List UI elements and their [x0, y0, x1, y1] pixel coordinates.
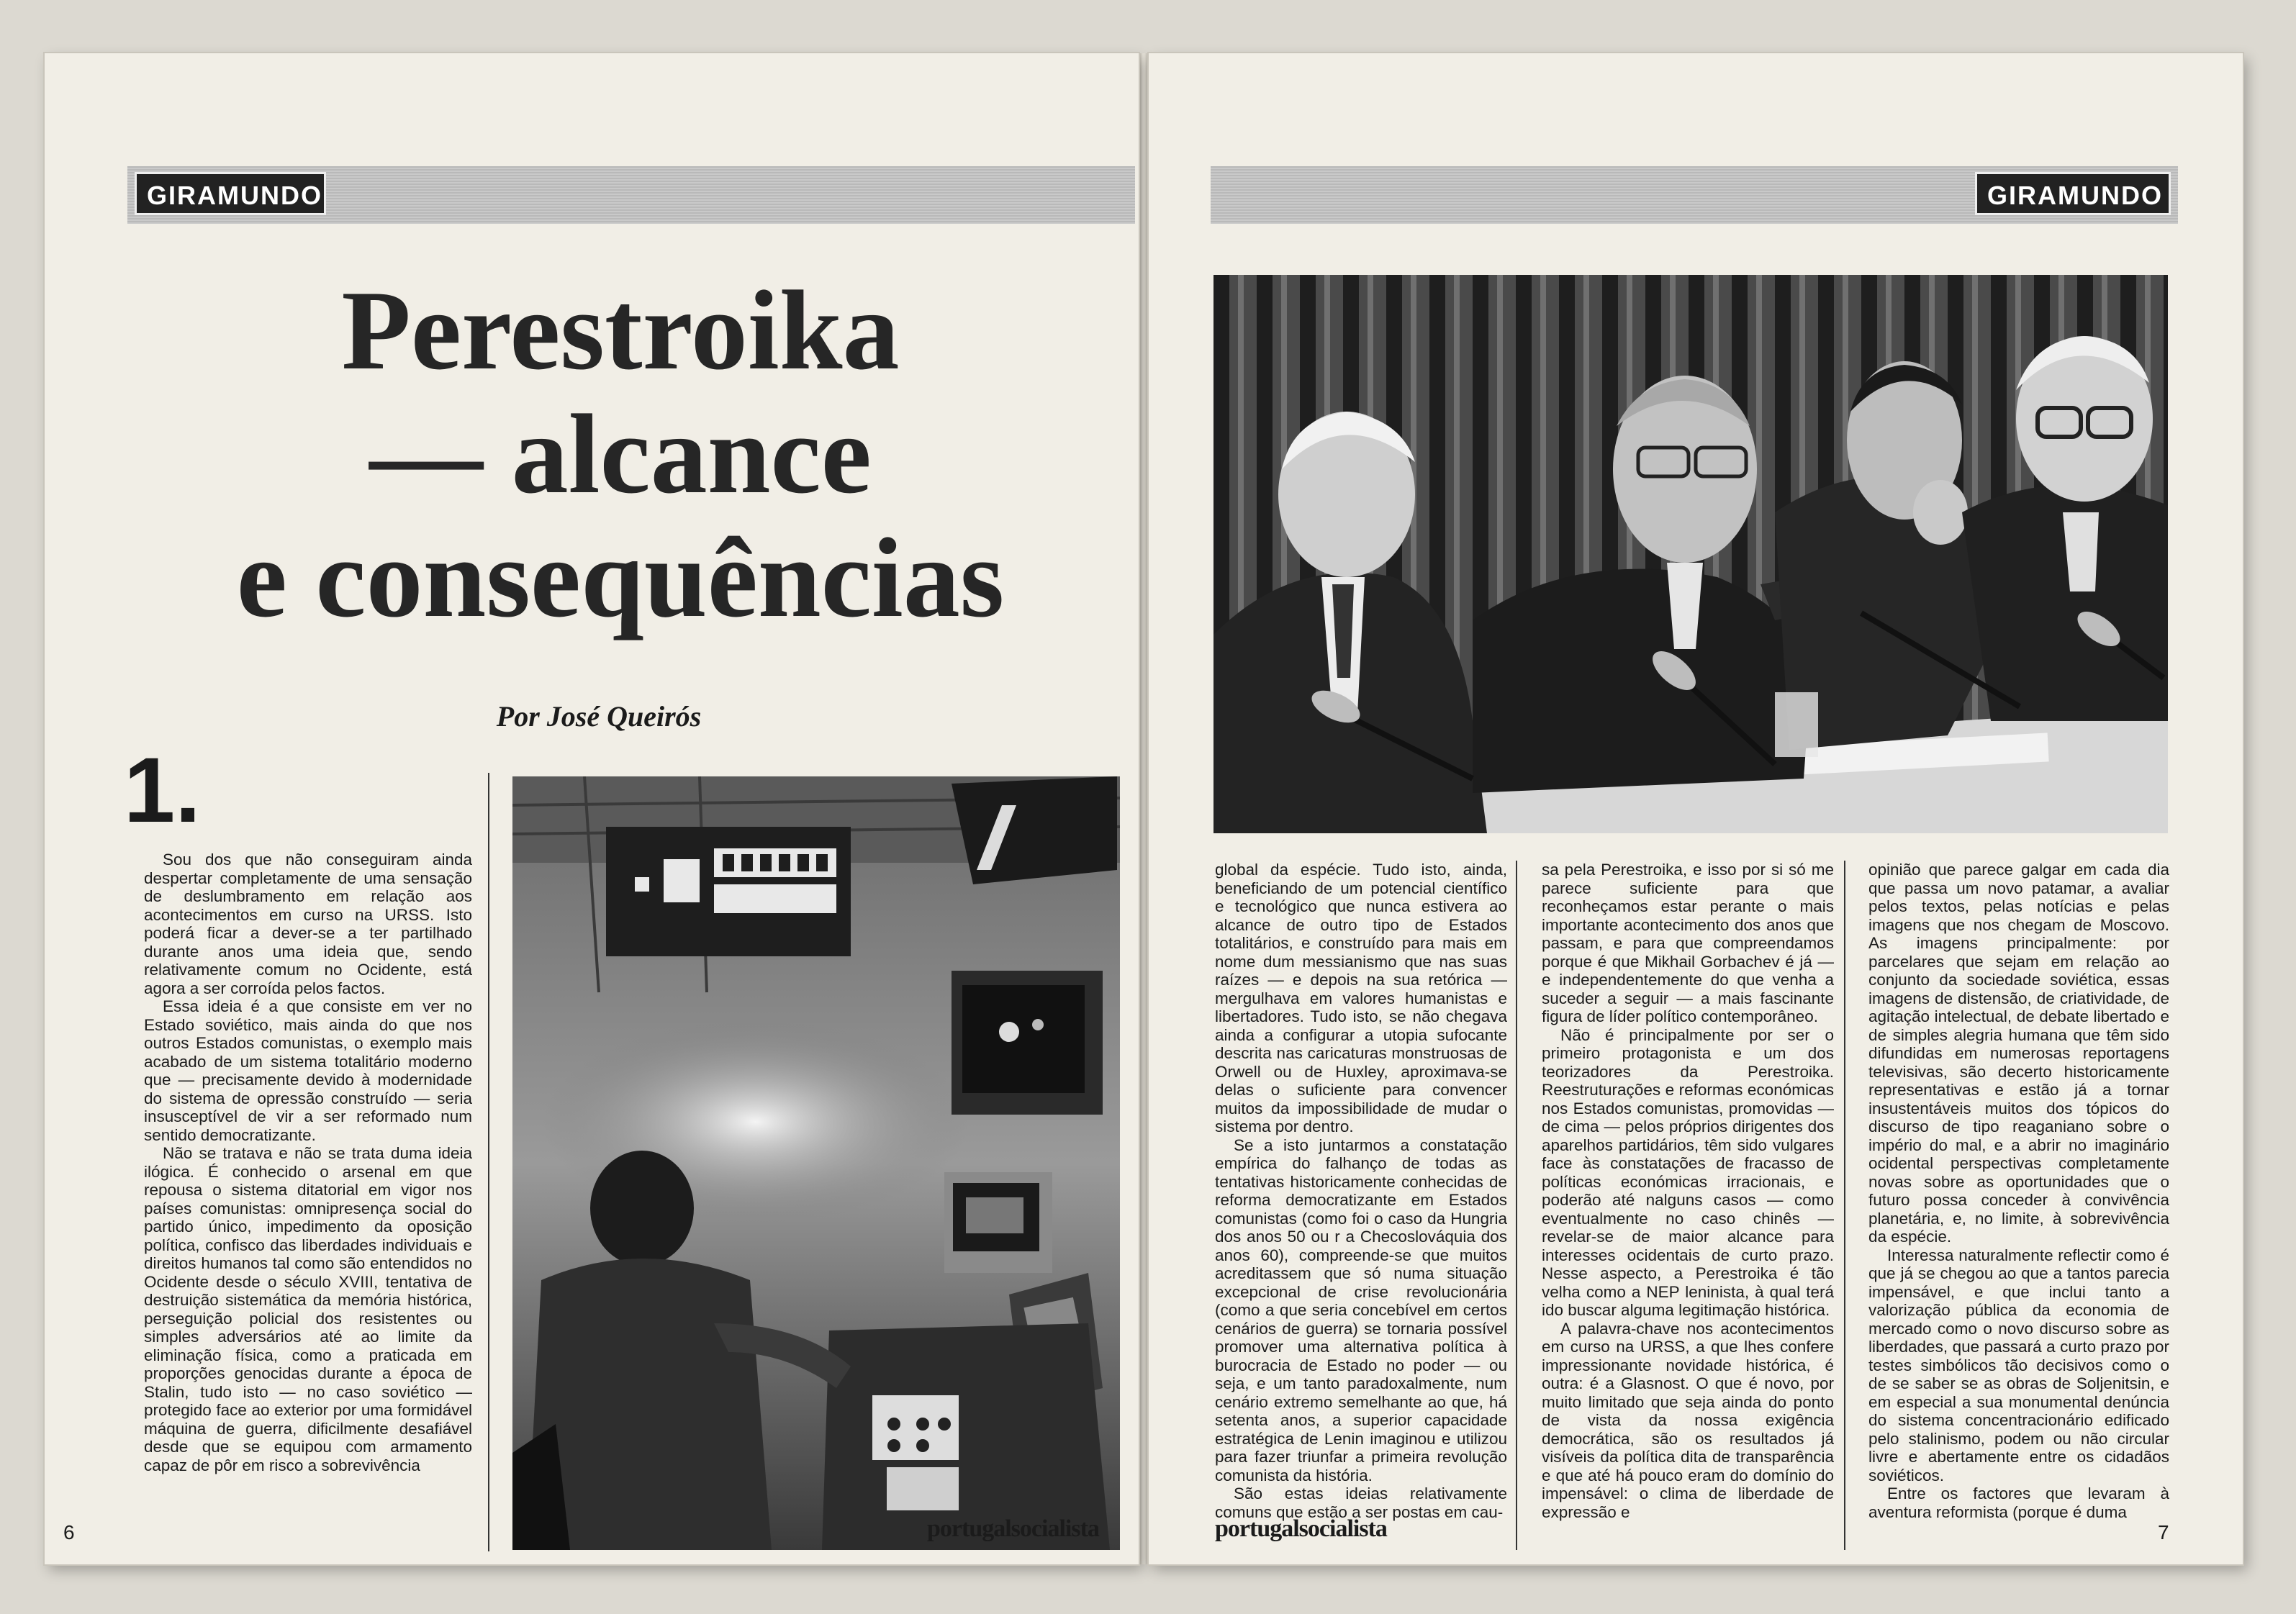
paragraph: opinião que parece galgar em cada dia que passa um novo patamar, a avaliar pelos textos, pelas notícias e pelas imagens que nos chegam de Moscovo. As imagens principalmente: por parcelares que sejam em relação ao conjunto da sociedade soviética, essas imagens de distensão, de criatividade, de agitação intelectual, de debate libertado e de simples alegria humana que têm sido difundidas em numerosas reportagens televisivas, são decerto historicamente representativas e estão já a tornar insustentáveis muitos dos tópicos do discurso de tipo reaganiano sobre o império do mal, e a abrir no imaginário ocidental perspectivas completamente novas sobre as oportunidades que o futuro possa conceder à convivência planetária, e, no limite, à sobrevivência da espécie.	[1868, 861, 2169, 1246]
paragraph: Não se tratava e não se trata duma ideia ilógica. É conhecido o arsenal em que repousa o sistema ditatorial em vigor nos países comunistas: omnipresença social do partido único, impedimento da oposição política, confisco das liberdades individuais e direitos humanos tal como são entendidos no Ocidente desde o século XVIII, tentativa de destruição sistemática da memória histórica, perseguição policial dos resistentes ou simples adversários até ao limite da eliminação física, como a praticada em proporções genocidas durante a época de Stalin, tudo isto — no caso soviético — protegido face ao exterior por uma formidável máquina de guerra, dificilmente desafiável desde que se equipou com armamento capaz de pôr em risco a sobrevivência	[144, 1144, 472, 1474]
text-column	[1868, 861, 2169, 1550]
section-band	[127, 166, 1135, 224]
paragraph: São estas ideias relativamente comuns que estão a ser postas em cau-	[1215, 1484, 1507, 1521]
footer-brand: portugalsocialista	[927, 1515, 1099, 1542]
column-rule	[1844, 861, 1845, 1550]
right-page	[1149, 53, 2243, 1564]
text-column	[1215, 861, 1507, 1550]
text-column	[1542, 861, 1834, 1550]
paragraph: Essa ideia é a que consiste em ver no Estado soviético, mais ainda do que nos outros Estados comunistas, o exemplo mais acabado de um sistema totalitário moderno que — precisamente devido à modernidade do sistema de opressão construído — seria insusceptível de vir a ser reformado num sentido democratizante.	[144, 997, 472, 1144]
section-tag: GIRAMUNDO	[1975, 172, 2171, 215]
byline: Por José Queirós	[496, 700, 702, 733]
press-conference-photo	[1213, 275, 2168, 833]
paragraph: Sou dos que não conseguiram ainda despertar completamente de uma sensação de deslumbramento em relação aos acontecimentos em curso na URSS. Isto poderá ficar a dever-se a ter partilhado durante anos uma ideia que, sendo relativamente comum no Ocidente, está agora a ser corroída pelos factos.	[144, 851, 472, 997]
paragraph: sa pela Perestroika, e isso por si só me parece suficiente para que reconheçamos estar perante o mais importante acontecimento dos anos que passam, e para que compreendamos porque é que Mikhail Gorbachev é já — e independentemente do que venha a suceder a seguir — a mais fascinante figura de líder político contemporâneo.	[1542, 861, 1834, 1025]
headline-line-1: Perestroika	[341, 268, 900, 394]
paragraph: Se a isto juntarmos a constatação empírica do falhanço de todas as tentativas historicamente conhecidas de reforma democratizante em Estados comunistas (como foi o caso da Hungria dos anos 50 ou r a Checoslováquia dos anos 60), compreende-se que muitos acreditassem que só numa situação excepcional de crise revolucionária (como a que seria concebível em certos cenários de guerra) se tornaria possível promover uma alternativa política à burocracia de Estado no poder — ou seja, e um tanto paradoxalmente, num cenário extremo semelhante ao que, há setenta anos, a superior capacidade estratégica de Lenin imaginou e utilizou para fazer triunfar a primeira revolução comunista da história.	[1215, 1135, 1507, 1484]
headline-line-2: — alcance	[369, 391, 872, 517]
column-rule	[488, 773, 489, 1551]
section-band	[1211, 166, 2178, 224]
paragraph: Não é principalmente por ser o primeiro protagonista e um dos teorizadores da Perestroika. Reestruturações e reformas económicas nos Estados comunistas, promovidas — de cima — pelos próprios dirigentes dos aparelhos partidários, têm sido vulgares face às constatações de fracasso de políticas económicas irracionais, e poderão até nalguns casos — como eventualmente no caso chinês — revelar-se de maior alcance para interesses ocidentais de curto prazo. Nesse aspecto, a Perestroika é tão velha como a NEP leninista, à qual terá ido buscar alguma legitimação histórica.	[1542, 1025, 1834, 1319]
section-number: 1.	[124, 739, 201, 842]
text-column	[144, 851, 472, 1553]
spine-gutter	[1139, 53, 1149, 1564]
control-room-photo	[512, 776, 1120, 1550]
column-rule	[1516, 861, 1517, 1550]
paragraph: Entre os factores que levaram à aventura reformista (porque é duma	[1868, 1484, 2169, 1521]
headline-line-3: e consequências	[236, 515, 1005, 641]
article-headline	[131, 269, 1110, 640]
paragraph: global da espécie. Tudo isto, ainda, beneficiando de um potencial científico e tecnológico que nunca estivera ao alcance de outro tipo de Estados totalitários, e construído para mais em nome dum messianismo que nas suas raízes — e depois na sua retórica — mergulhava em valores humanistas e libertadores. Tudo isto, se não chegava ainda a configurar a utopia sufocante descrita nas caricaturas monstruosas de Orwell ou de Huxley, aproximava-se delas o suficiente para convencer muitos da impossibilidade de mudar o sistema por dentro.	[1215, 861, 1507, 1135]
page-number: 6	[63, 1521, 75, 1543]
paragraph: Interessa naturalmente reflectir como é que já se chegou ao que a tantos parecia impensável, e que inclui tanto a valorização pública da economia de mercado como o novo discurso sobre as liberdades, que passará a curto prazo por testes simbólicos tão decisivos como o de se saber se as obras de Soljenitsin, e em especial a sua monumental denúncia do sistema concentracionário edificado pelo stalinismo, podem ou não circular livre e abertamente entre os cidadãos soviéticos.	[1868, 1246, 2169, 1484]
section-tag: GIRAMUNDO	[135, 172, 326, 215]
page-number: 7	[2158, 1521, 2169, 1543]
footer-brand: portugalsocialista	[1215, 1515, 1387, 1542]
left-page	[45, 53, 1139, 1564]
paragraph: A palavra-chave nos acontecimentos em curso na URSS, a que lhes confere impressionante novidade histórica, é outra: é a Glasnost. O que é novo, por muito limitado que seja ainda do ponto de vista da nossa exigência democrática, são os resultados já visíveis da política dita de transparência e que até há pouco eram do domínio do impensável: o clima de liberdade de expressão e	[1542, 1319, 1834, 1521]
